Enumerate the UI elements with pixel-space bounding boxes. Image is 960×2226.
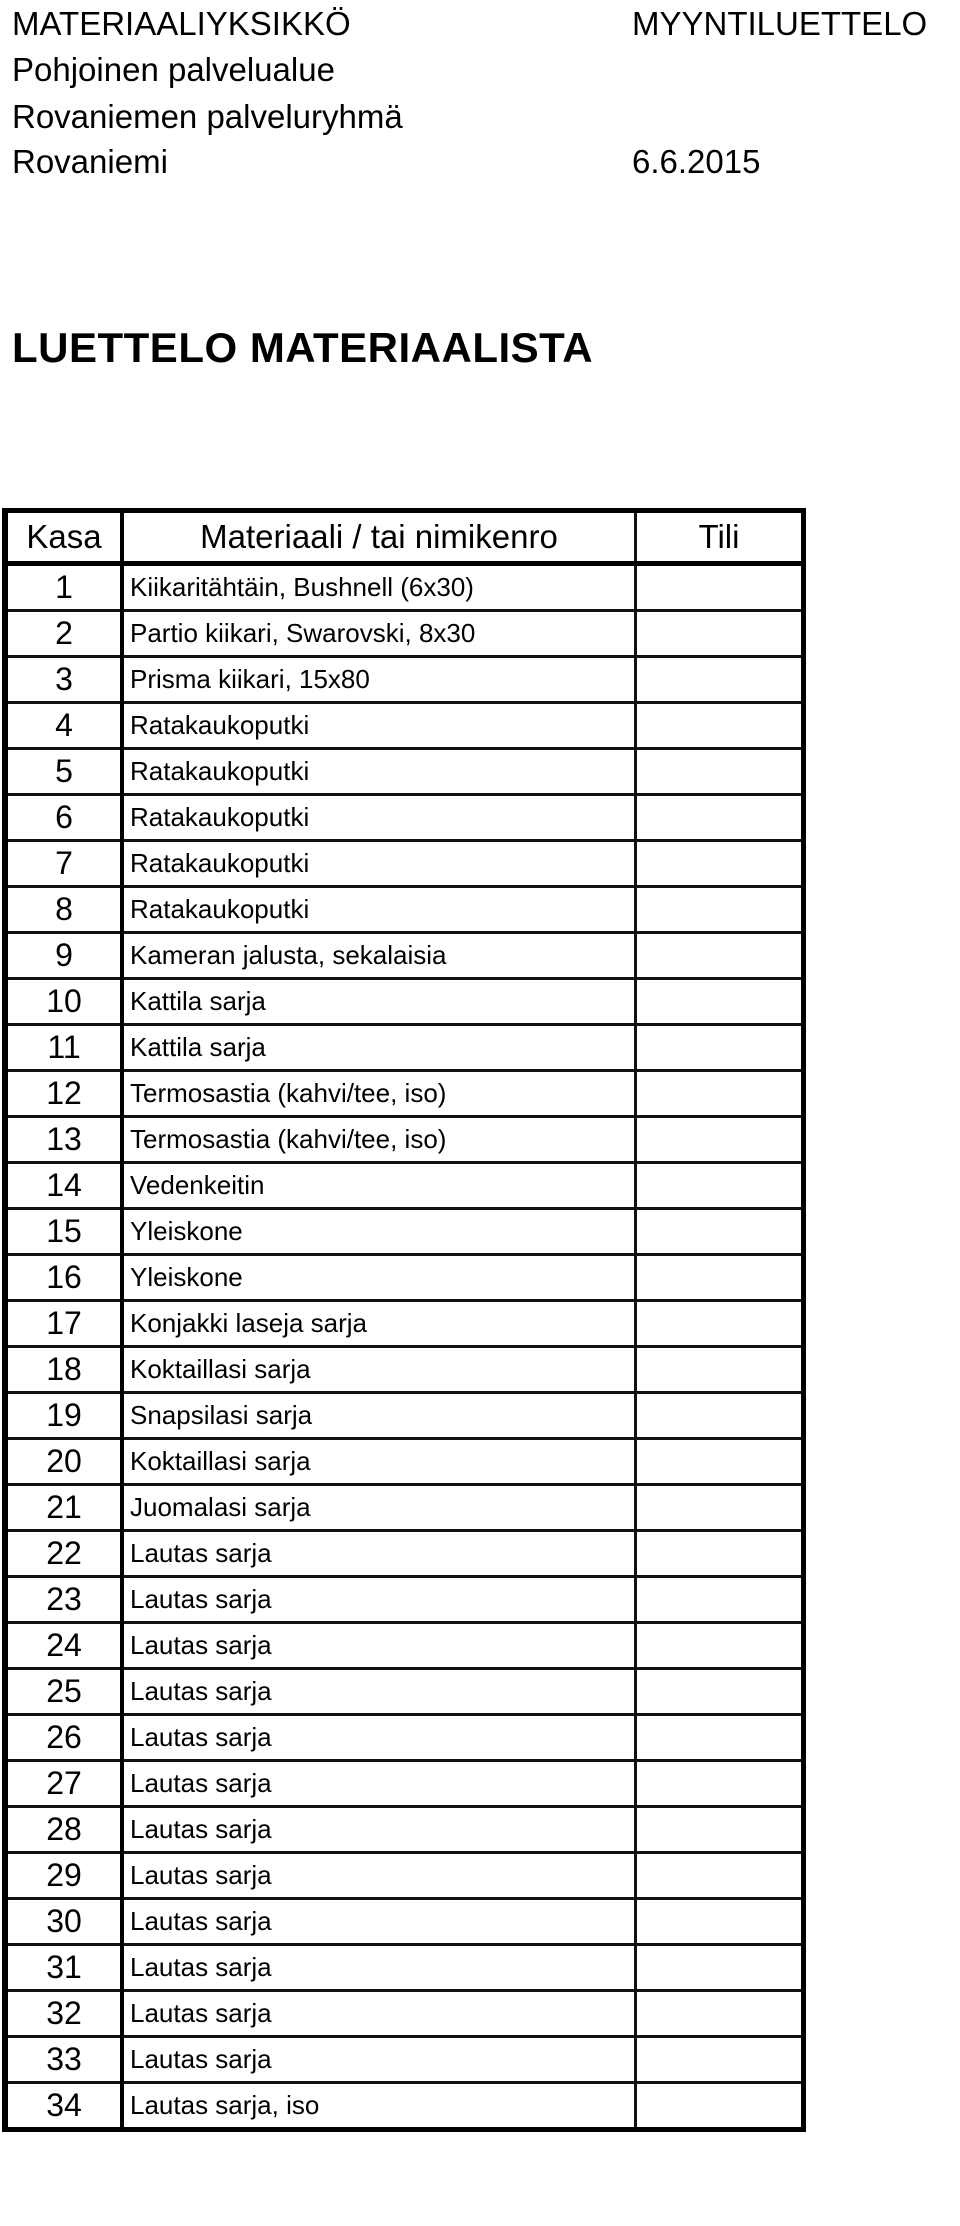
kasa-cell: 26 — [5, 1715, 122, 1761]
table-row — [5, 841, 804, 887]
kasa-cell: 17 — [5, 1301, 122, 1347]
kasa-cell: 18 — [5, 1347, 122, 1393]
material-cell: Yleiskone — [122, 1255, 636, 1301]
material-cell: Kattila sarja — [122, 979, 636, 1025]
material-cell: Lautas sarja — [122, 1761, 636, 1807]
material-cell: Lautas sarja — [122, 1991, 636, 2037]
material-cell: Ratakaukoputki — [122, 749, 636, 795]
material-cell: Koktaillasi sarja — [122, 1347, 636, 1393]
tili-cell — [636, 887, 804, 933]
material-cell: Kameran jalusta, sekalaisia — [122, 933, 636, 979]
kasa-cell: 23 — [5, 1577, 122, 1623]
table-row — [5, 1163, 804, 1209]
material-cell: Ratakaukoputki — [122, 703, 636, 749]
material-cell: Lautas sarja, iso — [122, 2083, 636, 2130]
material-cell: Lautas sarja — [122, 2037, 636, 2083]
material-cell: Lautas sarja — [122, 1531, 636, 1577]
material-cell: Lautas sarja — [122, 1577, 636, 1623]
tili-cell — [636, 1071, 804, 1117]
material-cell: Juomalasi sarja — [122, 1485, 636, 1531]
table-row — [5, 1117, 804, 1163]
material-cell: Termosastia (kahvi/tee, iso) — [122, 1117, 636, 1163]
kasa-cell: 7 — [5, 841, 122, 887]
tili-cell — [636, 657, 804, 703]
table-header-row — [5, 511, 804, 564]
tili-cell — [636, 703, 804, 749]
table-row — [5, 749, 804, 795]
kasa-cell: 4 — [5, 703, 122, 749]
page-title: LUETTELO MATERIAALISTA — [12, 324, 594, 371]
table-row — [5, 1071, 804, 1117]
tili-cell — [636, 1301, 804, 1347]
tili-cell — [636, 1531, 804, 1577]
kasa-cell: 6 — [5, 795, 122, 841]
table-row — [5, 979, 804, 1025]
tili-cell — [636, 1945, 804, 1991]
tili-cell — [636, 1899, 804, 1945]
material-cell: Prisma kiikari, 15x80 — [122, 657, 636, 703]
table-row — [5, 1531, 804, 1577]
tili-cell — [636, 1439, 804, 1485]
tili-cell — [636, 1577, 804, 1623]
table-row — [5, 1623, 804, 1669]
table-row — [5, 1439, 804, 1485]
table-row — [5, 887, 804, 933]
kasa-cell: 29 — [5, 1853, 122, 1899]
kasa-cell: 19 — [5, 1393, 122, 1439]
table-row — [5, 703, 804, 749]
tili-cell — [636, 1485, 804, 1531]
column-header-kasa: Kasa — [5, 511, 122, 564]
column-header-tili: Tili — [636, 511, 804, 564]
material-cell: Ratakaukoputki — [122, 795, 636, 841]
kasa-cell: 21 — [5, 1485, 122, 1531]
table-row — [5, 1025, 804, 1071]
tili-cell — [636, 1117, 804, 1163]
tili-cell — [636, 2083, 804, 2130]
doc-type-label: MYYNTILUETTELO — [632, 5, 928, 42]
tili-cell — [636, 1393, 804, 1439]
table-row — [5, 657, 804, 703]
kasa-cell: 16 — [5, 1255, 122, 1301]
kasa-cell: 30 — [5, 1899, 122, 1945]
table-row — [5, 2037, 804, 2083]
kasa-cell: 14 — [5, 1163, 122, 1209]
material-cell: Partio kiikari, Swarovski, 8x30 — [122, 611, 636, 657]
kasa-cell: 24 — [5, 1623, 122, 1669]
table-row — [5, 933, 804, 979]
material-cell: Lautas sarja — [122, 1853, 636, 1899]
material-cell: Koktaillasi sarja — [122, 1439, 636, 1485]
kasa-cell: 27 — [5, 1761, 122, 1807]
tili-cell — [636, 1761, 804, 1807]
material-cell: Konjakki laseja sarja — [122, 1301, 636, 1347]
table-row — [5, 564, 804, 611]
tili-cell — [636, 1209, 804, 1255]
table-row — [5, 1485, 804, 1531]
tili-cell — [636, 1255, 804, 1301]
tili-cell — [636, 564, 804, 611]
kasa-cell: 8 — [5, 887, 122, 933]
material-cell: Ratakaukoputki — [122, 887, 636, 933]
material-cell: Vedenkeitin — [122, 1163, 636, 1209]
table-row — [5, 1715, 804, 1761]
tili-cell — [636, 611, 804, 657]
table-row — [5, 795, 804, 841]
kasa-cell: 20 — [5, 1439, 122, 1485]
date-label: 6.6.2015 — [632, 143, 761, 180]
material-cell: Kiikaritähtäin, Bushnell (6x30) — [122, 564, 636, 611]
tili-cell — [636, 1807, 804, 1853]
table-row — [5, 1669, 804, 1715]
material-cell: Termosastia (kahvi/tee, iso) — [122, 1071, 636, 1117]
kasa-cell: 12 — [5, 1071, 122, 1117]
material-cell: Yleiskone — [122, 1209, 636, 1255]
kasa-cell: 33 — [5, 2037, 122, 2083]
tili-cell — [636, 2037, 804, 2083]
table-row — [5, 1853, 804, 1899]
tili-cell — [636, 1991, 804, 2037]
tili-cell — [636, 933, 804, 979]
table-row — [5, 1577, 804, 1623]
tili-cell — [636, 1669, 804, 1715]
kasa-cell: 34 — [5, 2083, 122, 2130]
tili-cell — [636, 1715, 804, 1761]
material-table — [2, 508, 806, 2132]
table-row — [5, 1899, 804, 1945]
material-cell: Kattila sarja — [122, 1025, 636, 1071]
table-row — [5, 1301, 804, 1347]
tili-cell — [636, 749, 804, 795]
tili-cell — [636, 841, 804, 887]
table-row — [5, 1347, 804, 1393]
kasa-cell: 2 — [5, 611, 122, 657]
table-row — [5, 1761, 804, 1807]
kasa-cell: 32 — [5, 1991, 122, 2037]
kasa-cell: 28 — [5, 1807, 122, 1853]
table-row — [5, 1393, 804, 1439]
tili-cell — [636, 1853, 804, 1899]
table-row — [5, 1945, 804, 1991]
kasa-cell: 9 — [5, 933, 122, 979]
kasa-cell: 10 — [5, 979, 122, 1025]
kasa-cell: 15 — [5, 1209, 122, 1255]
tili-cell — [636, 1347, 804, 1393]
material-cell: Ratakaukoputki — [122, 841, 636, 887]
material-cell: Snapsilasi sarja — [122, 1393, 636, 1439]
tili-cell — [636, 795, 804, 841]
material-cell: Lautas sarja — [122, 1623, 636, 1669]
table-row — [5, 2083, 804, 2130]
kasa-cell: 13 — [5, 1117, 122, 1163]
tili-cell — [636, 1025, 804, 1071]
table-row — [5, 1807, 804, 1853]
material-cell: Lautas sarja — [122, 1715, 636, 1761]
material-cell: Lautas sarja — [122, 1945, 636, 1991]
tili-cell — [636, 979, 804, 1025]
kasa-cell: 5 — [5, 749, 122, 795]
city-label: Rovaniemi — [12, 143, 168, 180]
material-cell: Lautas sarja — [122, 1807, 636, 1853]
area-label: Pohjoinen palvelualue — [12, 51, 335, 88]
kasa-cell: 22 — [5, 1531, 122, 1577]
kasa-cell: 31 — [5, 1945, 122, 1991]
kasa-cell: 11 — [5, 1025, 122, 1071]
table-row — [5, 1209, 804, 1255]
kasa-cell: 1 — [5, 564, 122, 611]
material-cell: Lautas sarja — [122, 1669, 636, 1715]
kasa-cell: 3 — [5, 657, 122, 703]
tili-cell — [636, 1623, 804, 1669]
column-header-material: Materiaali / tai nimikenro — [122, 511, 636, 564]
tili-cell — [636, 1163, 804, 1209]
table-row — [5, 1255, 804, 1301]
table-row — [5, 1991, 804, 2037]
unit-label: MATERIAALIYKSIKKÖ — [12, 5, 351, 42]
group-label: Rovaniemen palveluryhmä — [12, 98, 403, 135]
kasa-cell: 25 — [5, 1669, 122, 1715]
table-row — [5, 611, 804, 657]
material-cell: Lautas sarja — [122, 1899, 636, 1945]
